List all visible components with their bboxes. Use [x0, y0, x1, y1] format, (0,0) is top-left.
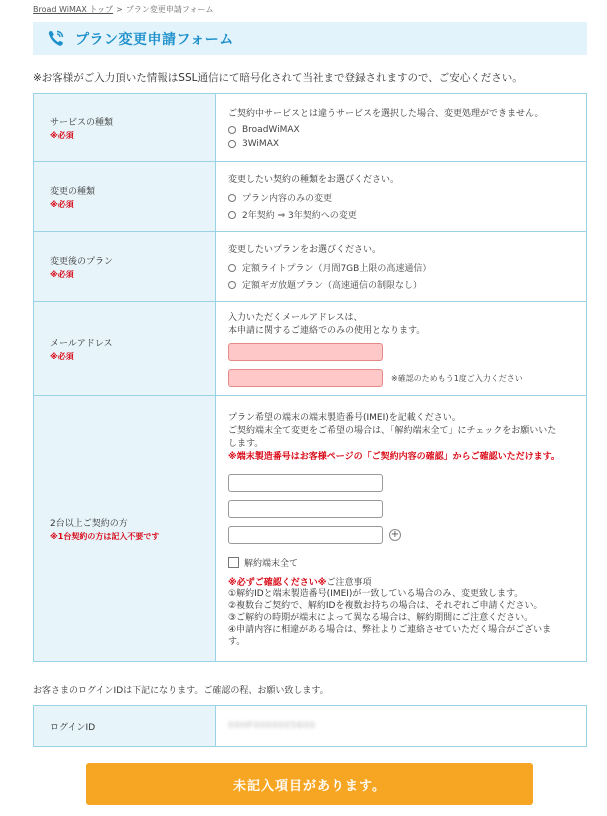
breadcrumb-current: プラン変更申請フォーム	[125, 5, 214, 14]
imei-field-3[interactable]	[228, 526, 383, 544]
change-type-input-cell	[216, 162, 587, 232]
radio-label: BroadWiMAX	[242, 125, 300, 135]
phone-icon	[47, 29, 65, 49]
multi-input-cell	[216, 396, 587, 662]
ssl-notice: ※お客様がご入力頂いた情報はSSL通信にて暗号化されて当社まで登録されますので、ご安心ください。	[33, 72, 523, 84]
new-plan-label: 変更後のプラン	[50, 256, 114, 267]
multi-description-2: ご契約端末全て変更をご希望の場合は、「解約端末全て」にチェックをお願いいた	[228, 425, 557, 436]
radio-button[interactable]	[228, 126, 236, 134]
plan-change-form	[33, 93, 587, 662]
all-devices-option[interactable]	[228, 556, 574, 569]
page-header	[33, 22, 587, 55]
change-type-description: 変更したい契約の種類をお選びください。	[228, 175, 400, 185]
change-type-required: ※必須	[50, 199, 74, 209]
radio-label: プラン内容のみの変更	[242, 194, 333, 204]
multi-red-note: ※端末製造番号はお客様ページの「ご契約内容の確認」からご確認いただけます。	[228, 451, 560, 462]
note-item: ②複数台ご契約で、解約IDを複数お持ちの場合は、それぞれご申請ください。	[228, 600, 543, 611]
service-required: ※必須	[50, 130, 74, 140]
email-confirm-row	[228, 369, 574, 387]
email-label: メールアドレス	[50, 338, 113, 349]
imei-row-3	[228, 526, 574, 544]
warning-red: ※必ずご確認ください※	[228, 577, 327, 588]
multi-description-3: します。	[228, 438, 264, 449]
imei-field-1[interactable]	[228, 474, 383, 492]
imei-field-2[interactable]	[228, 500, 383, 518]
service-option-broadwimax[interactable]	[228, 125, 574, 135]
form-row-change-type	[34, 162, 587, 232]
radio-button[interactable]	[228, 140, 236, 148]
warning-normal: ご注意事項	[326, 577, 372, 588]
service-input-cell	[216, 94, 587, 162]
login-id-table	[33, 705, 587, 747]
email-confirm-hint: ※確認のためもう1度ご入力ください	[391, 373, 523, 383]
new-plan-option-giga[interactable]	[228, 278, 574, 291]
breadcrumb-separator: >	[116, 5, 123, 14]
multi-label: 2台以上ご契約の方	[50, 518, 128, 529]
email-description-2: 本申請に関するご連絡でのみの使用となります。	[228, 326, 426, 336]
multi-description-1: プラン希望の端末の端末製造番号(IMEI)を記載ください。	[228, 412, 461, 423]
add-imei-button[interactable]	[389, 529, 401, 541]
radio-label: 2年契約 ⇒ 3年契約への変更	[242, 211, 357, 221]
new-plan-option-light[interactable]	[228, 261, 574, 274]
breadcrumb	[33, 4, 213, 15]
multi-label-cell	[34, 396, 216, 662]
radio-button[interactable]	[228, 194, 236, 202]
form-row-email	[34, 302, 587, 396]
login-id-note: お客さまのログインIDは下記になります。ご確認の程、お願い致します。	[33, 686, 329, 696]
radio-label: 定額ライトプラン（月間7GB上限の高速通信）	[242, 264, 432, 274]
change-type-option-plan[interactable]	[228, 191, 574, 204]
form-row-new-plan	[34, 232, 587, 302]
email-description-1: 入力いただくメールアドレスは、	[228, 313, 363, 323]
form-row-multi	[34, 396, 587, 662]
all-devices-checkbox[interactable]	[228, 557, 239, 568]
new-plan-label-cell	[34, 232, 216, 302]
change-type-option-term[interactable]	[228, 208, 574, 221]
email-confirm-field[interactable]	[228, 369, 383, 387]
breadcrumb-home-link[interactable]: Broad WiMAX トップ	[33, 5, 114, 14]
service-label-cell	[34, 94, 216, 162]
radio-button[interactable]	[228, 281, 236, 289]
change-type-label: 変更の種類	[50, 186, 96, 197]
new-plan-input-cell	[216, 232, 587, 302]
new-plan-required: ※必須	[50, 269, 74, 279]
change-type-label-cell	[34, 162, 216, 232]
radio-button[interactable]	[228, 264, 236, 272]
radio-label: 3WiMAX	[242, 139, 280, 149]
email-required: ※必須	[50, 351, 74, 361]
submit-button[interactable]: 未記入項目があります。	[86, 763, 533, 805]
radio-button[interactable]	[228, 211, 236, 219]
form-row-service	[34, 94, 587, 162]
login-id-label: ログインID	[34, 706, 216, 747]
plus-icon: +	[390, 528, 400, 540]
multi-required: ※1台契約の方は記入不要です	[50, 531, 160, 541]
radio-label: 定額ギガ放題プラン（高速通信の制限なし）	[242, 281, 423, 291]
warning-heading	[228, 575, 574, 588]
email-input-cell	[216, 302, 587, 396]
new-plan-description: 変更したいプランをお選びください。	[228, 245, 382, 255]
email-label-cell	[34, 302, 216, 396]
note-item: ③ご解約の時期が端末によって異なる場合は、解約期間にご注意ください。	[228, 612, 534, 623]
service-description: ご契約中サービスとは違うサービスを選択した場合、変更処理ができません。	[228, 109, 544, 119]
service-label: サービスの種類	[50, 117, 114, 128]
note-item: ④申請内容に相違がある場合は、弊社よりご連絡させていただく場合がございま	[228, 624, 552, 635]
login-id-row	[34, 706, 587, 747]
page-title: プラン変更申請フォーム	[75, 31, 234, 48]
email-field[interactable]	[228, 343, 383, 361]
service-option-3wimax[interactable]	[228, 139, 574, 149]
all-devices-label: 解約端末全て	[244, 558, 299, 569]
note-item: ①解約IDと端末製造番号(IMEI)が一致している場合のみ、変更致します。	[228, 588, 524, 599]
note-item: す。	[228, 636, 246, 647]
login-id-value: 00HF0000005600	[216, 706, 587, 747]
